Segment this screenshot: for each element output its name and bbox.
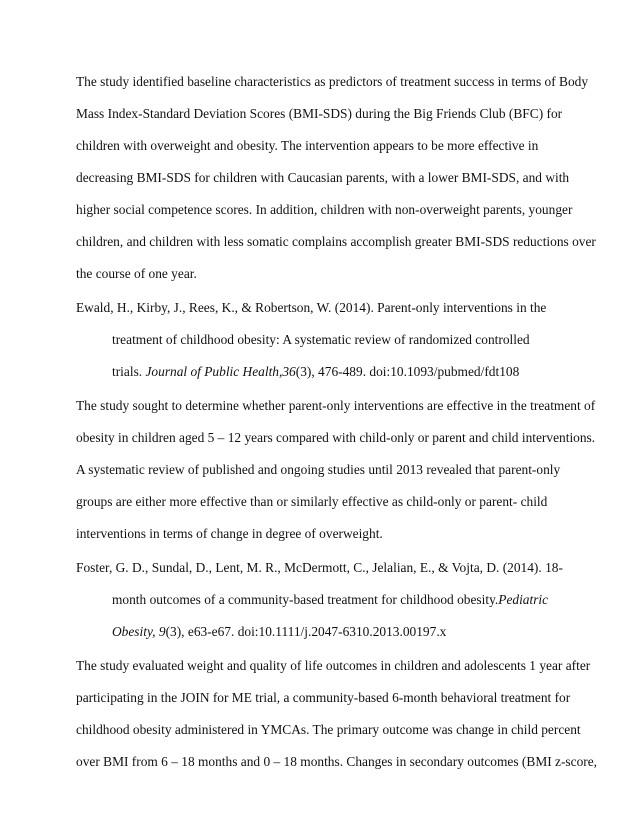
text-line: The study evaluated weight and quality of life outcomes in children and adolescents 1 year after	[76, 658, 591, 673]
reference-line	[112, 592, 548, 608]
text-line: the course of one year.	[76, 266, 197, 281]
reference-line	[112, 364, 519, 380]
reference-line: treatment of childhood obesity: A systematic review of randomized controlled	[112, 332, 530, 347]
text-line: A systematic review of published and ongoing studies until 2013 revealed that parent-only	[76, 462, 561, 477]
text-line: The study sought to determine whether parent-only interventions are effective in the treatment of	[76, 398, 596, 413]
reference-text: month outcomes of a community-based treatment for childhood obesity.	[112, 592, 499, 607]
reference-text: (3), 476-489. doi:10.1093/pubmed/fdt108	[295, 364, 520, 379]
reference-text: (3), e63-e67. doi:10.1111/j.2047-6310.2013.00197.x	[165, 624, 447, 639]
text-line: participating in the JOIN for ME trial, a community-based 6-month behavioral treatment for	[76, 690, 571, 705]
journal-title: Pediatric	[498, 592, 549, 607]
text-line: childhood obesity administered in YMCAs. The primary outcome was change in child percent	[76, 722, 581, 737]
journal-title: Obesity, 9	[112, 624, 166, 639]
reference-line: Foster, G. D., Sundal, D., Lent, M. R., McDermott, C., Jelalian, E., & Vojta, D. (2014). 18-	[76, 560, 563, 575]
text-line: interventions in terms of change in degree of overweight.	[76, 526, 383, 541]
text-line: groups are either more effective than or similarly effective as child-only or parent- child	[76, 494, 548, 509]
text-line: higher social competence scores. In addition, children with non-overweight parents, younger	[76, 202, 573, 217]
text-line: The study identified baseline characteristics as predictors of treatment success in terms of Body	[76, 74, 589, 89]
text-line: children with overweight and obesity. The intervention appears to be more effective in	[76, 138, 539, 153]
reference-text: trials.	[112, 364, 146, 379]
text-line: children, and children with less somatic complains accomplish greater BMI-SDS reductions over	[76, 234, 596, 249]
text-line: decreasing BMI-SDS for children with Caucasian parents, with a lower BMI-SDS, and with	[76, 170, 570, 185]
text-line: Mass Index-Standard Deviation Scores (BMI-SDS) during the Big Friends Club (BFC) for	[76, 106, 563, 121]
text-line: obesity in children aged 5 – 12 years compared with child-only or parent and child interventions.	[76, 430, 596, 445]
journal-title: Journal of Public Health,36	[145, 364, 296, 379]
reference-line	[112, 624, 446, 640]
reference-line: Ewald, H., Kirby, J., Rees, K., & Robertson, W. (2014). Parent-only interventions in the	[76, 300, 547, 315]
text-line: over BMI from 6 – 18 months and 0 – 18 months. Changes in secondary outcomes (BMI z-score,	[76, 754, 598, 769]
